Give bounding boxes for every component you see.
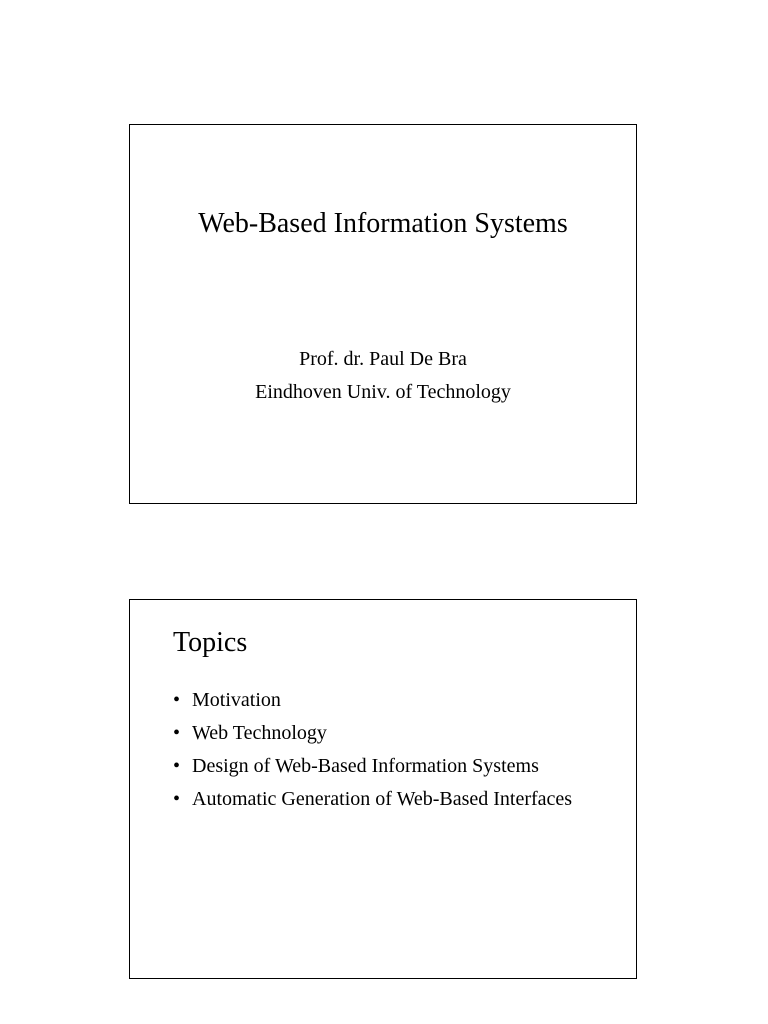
slide-heading: Topics	[173, 627, 248, 658]
bullet-icon: •	[173, 689, 181, 711]
topic-list	[173, 686, 613, 818]
presentation-title: Web-Based Information Systems	[198, 208, 568, 239]
list-item	[173, 686, 613, 714]
list-item	[173, 785, 613, 813]
list-item-text: Design of Web-Based Information Systems	[192, 755, 539, 777]
topics-slide	[129, 599, 637, 979]
list-item	[173, 719, 613, 747]
author-name: Prof. dr. Paul De Bra	[299, 348, 467, 370]
list-item	[173, 752, 613, 780]
author-block	[130, 343, 636, 409]
bullet-icon: •	[173, 788, 181, 810]
list-item-text: Automatic Generation of Web-Based Interfaces	[192, 788, 573, 810]
bullet-icon: •	[173, 755, 181, 777]
bullet-icon: •	[173, 722, 181, 744]
list-item-text: Web Technology	[192, 722, 327, 744]
author-affiliation: Eindhoven Univ. of Technology	[255, 381, 511, 403]
title-slide	[129, 124, 637, 504]
list-item-text: Motivation	[192, 689, 281, 711]
